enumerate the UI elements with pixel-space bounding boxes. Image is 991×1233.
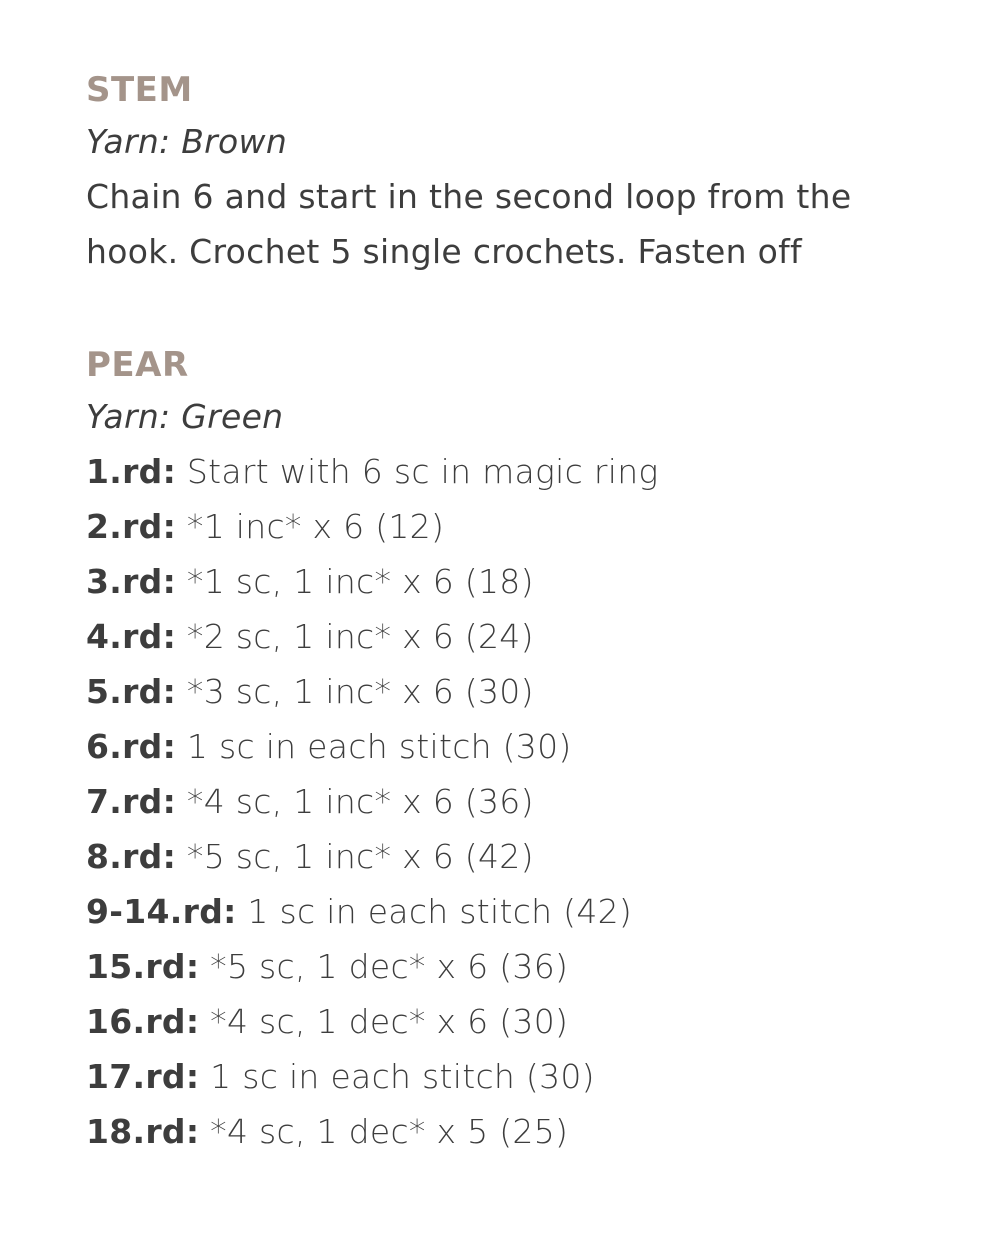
round-label: 9-14.rd: [86,892,237,931]
round-text: *2 sc, 1 inc* x 6 (24) [186,617,534,656]
round-text: *4 sc, 1 dec* x 6 (30) [210,1002,569,1041]
round-label: 5.rd: [86,672,177,711]
round-text: *4 sc, 1 dec* x 5 (25) [210,1112,569,1151]
round-text: *1 sc, 1 inc* x 6 (18) [186,562,534,601]
round-label: 1.rd: [86,452,177,491]
round-row [86,664,966,719]
round-row [86,499,966,554]
pattern-page [86,68,966,1159]
stem-instructions [86,169,966,279]
round-row [86,1049,966,1104]
round-row [86,1104,966,1159]
round-row [86,939,966,994]
round-label: 15.rd: [86,947,200,986]
round-text: *5 sc, 1 inc* x 6 (42) [186,837,534,876]
stem-instructions-line: Chain 6 and start in the second loop from the [86,177,852,216]
round-text: *1 inc* x 6 (12) [186,507,445,546]
round-row [86,719,966,774]
round-text: *3 sc, 1 inc* x 6 (30) [186,672,534,711]
round-row [86,444,966,499]
round-text: 1 sc in each stitch (30) [210,1057,595,1096]
round-text: 1 sc in each stitch (42) [247,892,633,931]
round-label: 2.rd: [86,507,177,546]
round-row [86,994,966,1049]
round-text: *4 sc, 1 inc* x 6 (36) [186,782,534,821]
stem-instructions-line: hook. Crochet 5 single crochets. Fasten off [86,232,802,271]
round-text: *5 sc, 1 dec* x 6 (36) [210,947,569,986]
round-label: 18.rd: [86,1112,200,1151]
round-text: Start with 6 sc in magic ring [186,452,659,491]
pear-yarn: Yarn: Green [86,397,284,436]
section-spacer [86,279,966,343]
round-row [86,884,966,939]
round-label: 6.rd: [86,727,177,766]
round-row [86,554,966,609]
round-label: 16.rd: [86,1002,200,1041]
round-label: 7.rd: [86,782,177,821]
stem-yarn: Yarn: Brown [86,122,288,161]
round-label: 17.rd: [86,1057,200,1096]
round-row [86,829,966,884]
stem-section [86,68,966,279]
stem-title: STEM [86,70,193,110]
round-label: 3.rd: [86,562,177,601]
round-row [86,774,966,829]
pear-title: PEAR [86,345,189,385]
pear-section [86,343,966,1159]
round-text: 1 sc in each stitch (30) [186,727,572,766]
round-label: 4.rd: [86,617,177,656]
round-row [86,609,966,664]
round-label: 8.rd: [86,837,177,876]
